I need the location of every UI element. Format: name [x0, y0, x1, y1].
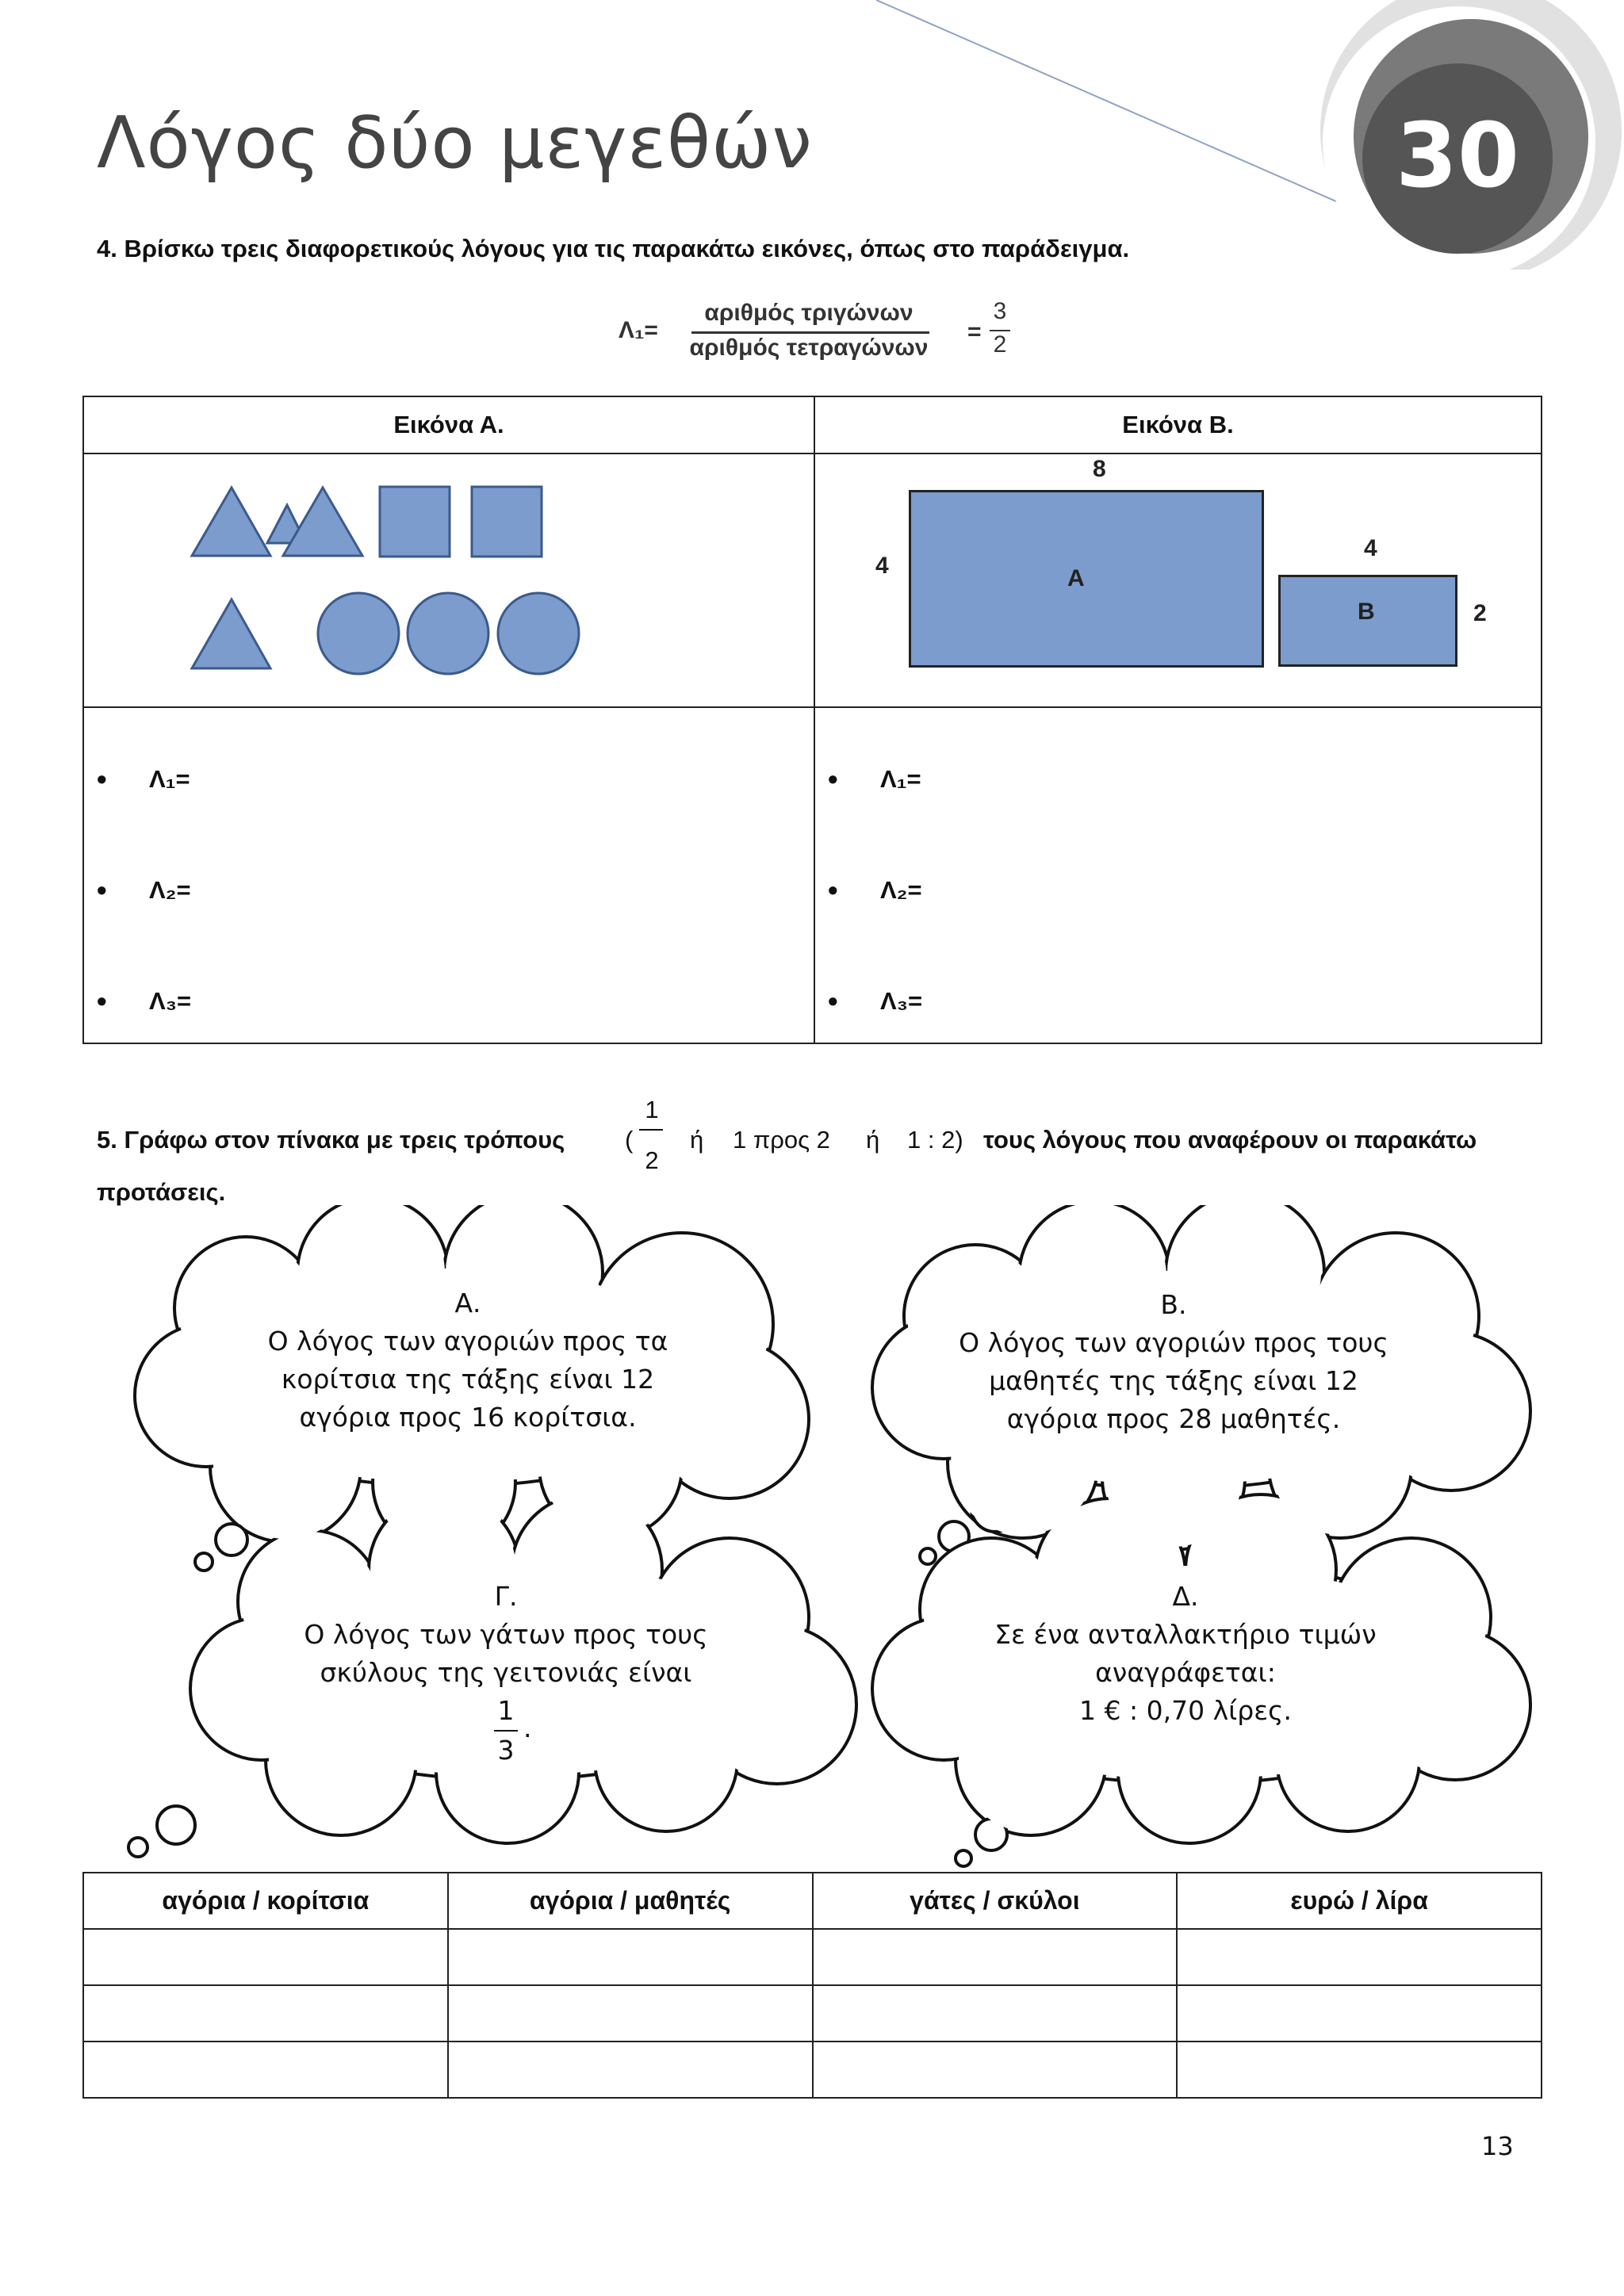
ratios-b-cell	[814, 707, 1542, 1043]
bubble-c-label: Γ.	[494, 1581, 518, 1612]
example-denominator: αριθμός τετραγώνων	[689, 335, 929, 361]
task5-instruction-start: 5. Γράφω στον πίνακα με τρεις τρόπους	[97, 1126, 565, 1154]
bubble-a-line: κορίτσια της τάξης είναι 12	[281, 1364, 655, 1395]
bubble-c-after: .	[523, 1712, 532, 1743]
example-eq: =	[967, 319, 982, 345]
bubble-c-frac-den: 3	[497, 1735, 515, 1766]
triangle-shape	[192, 599, 270, 668]
task5-alt3: ή	[866, 1126, 880, 1154]
ratio-a-1: • Λ₁=	[84, 763, 814, 874]
bubble-c-text	[276, 1578, 736, 1771]
ratio-b-2: • Λ₂=	[815, 874, 1541, 985]
bubble-d-line: αναγράφεται:	[1095, 1657, 1276, 1688]
task5-frac-den: 2	[645, 1146, 659, 1174]
bubble-d-text	[956, 1578, 1415, 1730]
task5-table	[82, 1872, 1542, 2099]
triangle-shape	[192, 488, 270, 556]
circle-shape	[408, 593, 488, 674]
table-header-cats-dogs: γάτες / σκύλοι	[813, 1873, 1178, 1929]
bubble-a-label: Α.	[454, 1288, 481, 1318]
task5-frac-num: 1	[645, 1096, 659, 1123]
example-fraction-line	[691, 331, 929, 334]
page-title: Λόγος δύο μεγεθών	[97, 101, 813, 185]
answer-cell[interactable]	[813, 1929, 1178, 1985]
answer-cell[interactable]	[1177, 1929, 1542, 1985]
ratio-a-2: • Λ₂=	[84, 874, 814, 985]
table-header-boys-students: αγόρια / μαθητές	[448, 1873, 813, 1929]
example-numerator: αριθμός τριγώνων	[704, 300, 914, 326]
task4-table	[82, 396, 1542, 1044]
task5-instruction-end: τους λόγους που αναφέρουν οι παρακάτω	[983, 1126, 1477, 1154]
answer-cell[interactable]	[1177, 1985, 1542, 2042]
answer-cell[interactable]	[448, 1985, 813, 2042]
bubble-c-frac-num: 1	[497, 1695, 515, 1726]
answer-cell[interactable]	[813, 1985, 1178, 2042]
bubble-d-label: Δ.	[1172, 1581, 1199, 1612]
bubble-c-line: σκύλους της γειτονιάς είναι	[320, 1657, 692, 1688]
image-b-cell	[814, 453, 1542, 707]
rect-a-width: 8	[1093, 456, 1106, 482]
task5-alt2: 1 προς 2	[733, 1126, 830, 1154]
answer-cell[interactable]	[448, 1929, 813, 1985]
rect-a-height: 4	[875, 553, 889, 579]
circle-shape	[318, 593, 399, 674]
image-a-cell	[83, 453, 814, 707]
bubble-c-line: Ο λόγος των γάτων προς τους	[304, 1619, 708, 1650]
bubble-d-line: Σε ένα ανταλλακτήριο τιμών	[994, 1619, 1377, 1650]
lesson-number: 30	[1396, 105, 1519, 208]
table-row	[83, 2042, 1542, 2098]
task5-alt4: 1 : 2)	[907, 1126, 963, 1154]
task5-instruction	[97, 1096, 1548, 1215]
bubble-d-line: 1 € : 0,70 λίρες.	[1079, 1695, 1292, 1726]
square-shape	[380, 487, 450, 557]
answer-cell[interactable]	[83, 2042, 448, 2098]
task5-paren: (	[625, 1126, 634, 1154]
ratio-a-3: • Λ₃=	[84, 985, 814, 1017]
table-row	[83, 1985, 1542, 2042]
ratios-a-list	[84, 763, 814, 1017]
answer-cell[interactable]	[813, 2042, 1178, 2098]
ratios-a-cell	[83, 707, 814, 1043]
example-frac-num: 3	[993, 298, 1007, 324]
ratios-b-list	[815, 763, 1541, 1017]
circle-shape	[498, 593, 579, 674]
bubble-b-text	[944, 1286, 1404, 1438]
bubble-b-label: Β.	[1160, 1289, 1187, 1320]
rect-b-width: 4	[1364, 535, 1377, 561]
task5-frac-line	[639, 1129, 663, 1131]
page-number: 13	[1481, 2131, 1514, 2161]
ratio-b-1: • Λ₁=	[815, 763, 1541, 874]
bubble-b-line: αγόρια προς 28 μαθητές.	[1006, 1403, 1341, 1434]
header-image-b: Εικόνα Β.	[814, 396, 1542, 453]
answer-cell[interactable]	[83, 1929, 448, 1985]
ratio-b-3: • Λ₃=	[815, 985, 1541, 1017]
header-image-a: Εικόνα Α.	[83, 396, 814, 453]
bubble-b-line: μαθητές της τάξης είναι 12	[989, 1365, 1358, 1396]
square-shape	[472, 487, 542, 557]
bubble-b-line: Ο λόγος των αγοριών προς τους	[959, 1327, 1388, 1358]
example-frac-den: 2	[993, 331, 1007, 358]
answer-cell[interactable]	[448, 2042, 813, 2098]
table-header-boys-girls: αγόρια / κορίτσια	[83, 1873, 448, 1929]
answer-cell[interactable]	[83, 1985, 448, 2042]
rect-a	[909, 490, 1264, 668]
table-row	[83, 1929, 1542, 1985]
rect-b-height: 2	[1473, 600, 1487, 626]
example-lhs: Λ₁=	[619, 317, 658, 343]
table-header-euro-pound: ευρώ / λίρα	[1177, 1873, 1542, 1929]
bubble-c-fraction	[276, 1692, 736, 1771]
bubble-a-line: Ο λόγος των αγοριών προς τα	[267, 1326, 668, 1357]
bubble-a-line: αγόρια προς 16 κορίτσια.	[299, 1402, 637, 1433]
image-a-shapes	[84, 454, 814, 706]
task5-instruction-end2: προτάσεις.	[97, 1178, 226, 1206]
task5-alt1: ή	[690, 1126, 704, 1154]
task4-instruction: 4. Βρίσκω τρεις διαφορετικούς λόγους για τις παρακάτω εικόνες, όπως στο παράδειγμα.	[97, 235, 1130, 262]
example-ratio	[619, 300, 1015, 371]
rect-b-label: B	[1358, 599, 1375, 625]
answer-cell[interactable]	[1177, 2042, 1542, 2098]
rect-a-label: A	[1067, 565, 1085, 591]
bubble-a-text	[238, 1284, 698, 1437]
